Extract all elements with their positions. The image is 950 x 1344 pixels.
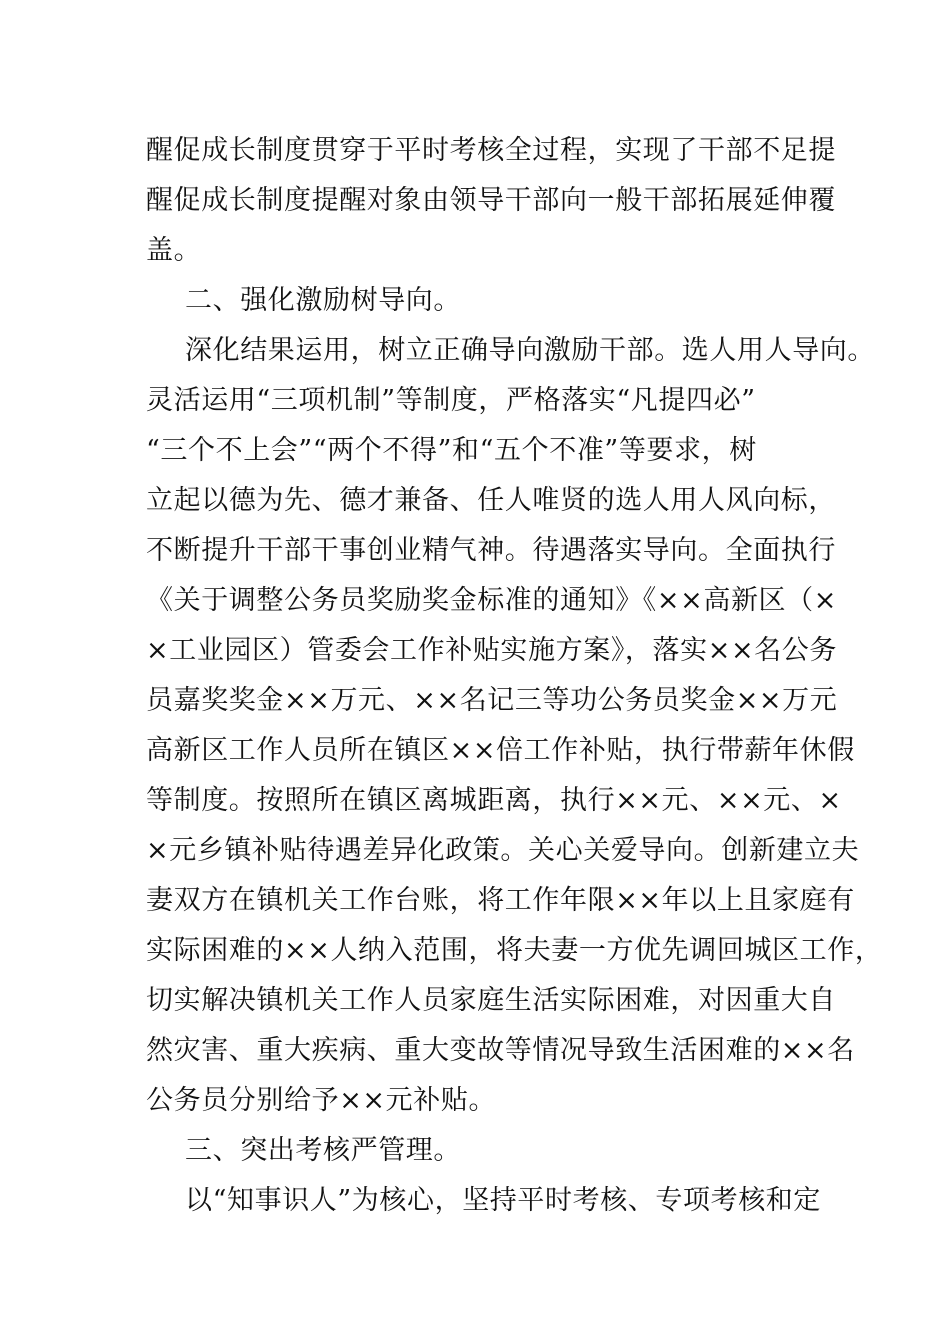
text-line: 盖。 (146, 235, 202, 266)
text-line: 醒促成长制度提醒对象由领导干部向一般干部拓展延伸覆 (146, 185, 836, 216)
text-line: 等制度。按照所在镇区离城距离，执行××元、××元、× (146, 785, 842, 816)
text-line: 员嘉奖奖金××万元、××名记三等功公务员奖金××万元 (146, 685, 838, 716)
text-line: 公务员分别给予××元补贴。 (146, 1085, 497, 1116)
text-line: 高新区工作人员所在镇区××倍工作补贴，执行带薪年休假 (146, 735, 855, 766)
text-line: 立起以德为先、德才兼备、任人唯贤的选人用人风向标， (146, 485, 836, 516)
text-line: “三个不上会”“两个不得”和“五个不准”等要求，树 (146, 435, 757, 466)
section-heading: 二、强化激励树导向。 (185, 285, 461, 316)
text-line: 不断提升干部干事创业精气神。待遇落实导向。全面执行 (146, 535, 836, 566)
text-line: 然灾害、重大疾病、重大变故等情况导致生活困难的××名 (146, 1035, 855, 1066)
text-line: 实际困难的××人纳入范围，将夫妻一方优先调回城区工作， (146, 935, 883, 966)
text-line: 妻双方在镇机关工作台账，将工作年限××年以上且家庭有 (146, 885, 855, 916)
text-line: 《关于调整公务员奖励奖金标准的通知》《××高新区（× (146, 585, 837, 616)
text-line: 灵活运用“三项机制”等制度，严格落实“凡提四必” (146, 385, 756, 416)
section-heading: 三、突出考核严管理。 (185, 1135, 461, 1166)
text-line: 以“知事识人”为核心，坚持平时考核、专项考核和定 (185, 1185, 822, 1216)
text-line: 醒促成长制度贯穿于平时考核全过程，实现了干部不足提 (146, 135, 836, 166)
text-line: ×工业园区）管委会工作补贴实施方案》，落实××名公务 (146, 635, 837, 666)
text-line: 深化结果运用，树立正确导向激励干部。选人用人导向。 (185, 335, 875, 366)
text-line: ×元乡镇补贴待遇差异化政策。关心关爱导向。创新建立夫 (146, 835, 860, 866)
text-line: 切实解决镇机关工作人员家庭生活实际困难，对因重大自 (146, 985, 836, 1016)
